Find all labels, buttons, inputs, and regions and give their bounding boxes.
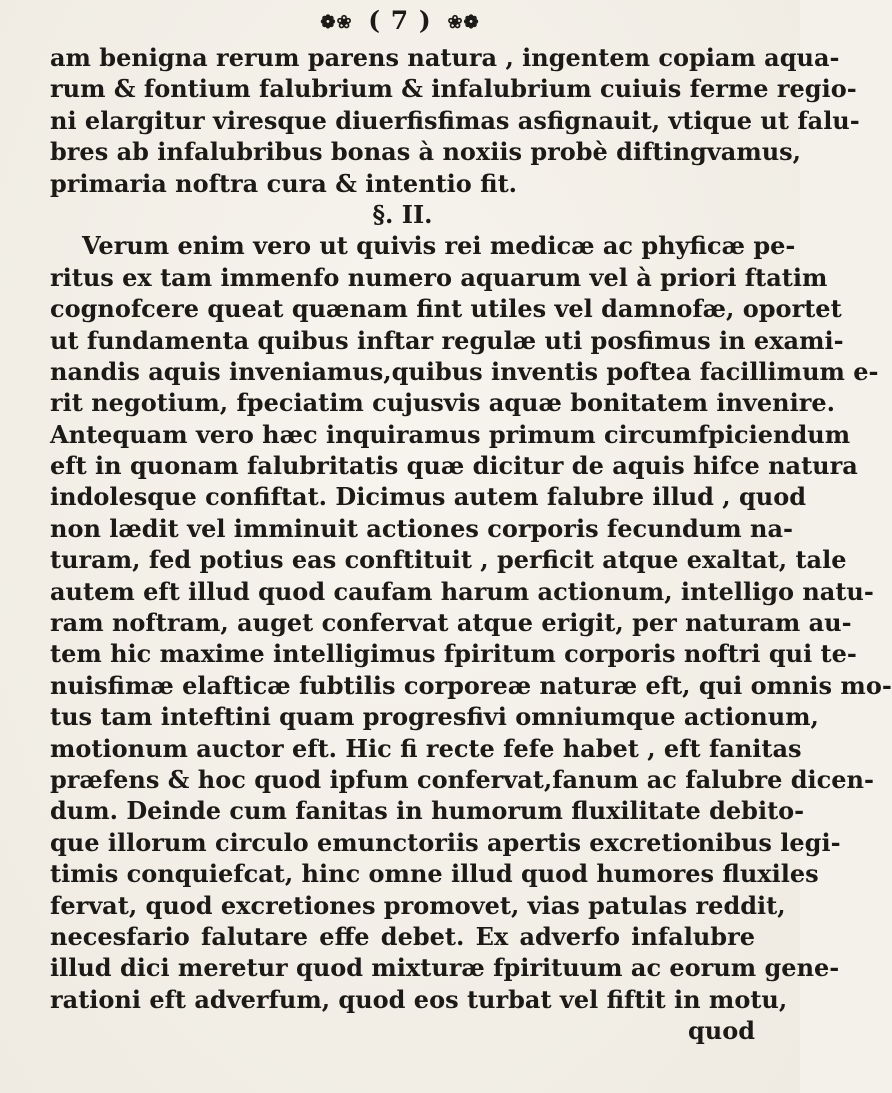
text-line: Verum enim vero ut quivis rei medicæ ac phyficæ pe- — [82, 231, 796, 261]
text-line: ritus ex tam immenfo numero aquarum vel à priori ftatim — [50, 262, 828, 292]
text-line: ram noftram, auget confervat atque erigit, per naturam au- — [50, 608, 852, 638]
text-line: necesfario falutare effe debet. Ex adverfo infalubre — [50, 921, 755, 951]
text-line: timis conquiefcat, hinc omne illud quod humores fluxiles — [50, 859, 819, 889]
text-line: rum & fontium falubrium & infalubrium cuiuis ferme regio- — [50, 74, 857, 104]
text-line: fervat, quod excretiones promovet, vias patulas reddit, — [50, 890, 786, 920]
text-line: rationi eft adverfum, quod eos turbat vel fiftit in motu, — [50, 984, 788, 1014]
text-line: illud dici meretur quod mixturæ fpirituum ac eorum gene- — [50, 953, 840, 983]
page-header — [0, 6, 800, 35]
text-line: nuisfimæ elafticæ fubtilis corporeæ naturæ eft, qui omnis mo- — [50, 670, 892, 700]
text-line: nandis aquis inveniamus,quibus inventis poftea facillimum e- — [50, 356, 879, 386]
text-line: Antequam vero hæc inquiramus primum circumfpiciendum — [50, 419, 851, 449]
text-line: primaria noftra cura & intentio fit. — [50, 168, 518, 198]
catchword: quod — [687, 1016, 755, 1046]
text-line: indolesque confiftat. Dicimus autem falubre illud , quod — [50, 482, 807, 512]
text-line: ut fundamenta quibus inftar regulæ uti posfimus in exami- — [50, 325, 844, 355]
text-line: non lædit vel imminuit actiones corporis fecundum na- — [50, 513, 793, 543]
text-line: eft in quonam falubritatis quæ dicitur de aquis hifce natura — [50, 451, 858, 481]
section-heading: §. II. — [372, 199, 433, 229]
text-line: præfens & hoc quod ipfum confervat,fanum ac falubre dicen- — [50, 764, 874, 794]
text-line: cognofcere queat quænam fint utiles vel damnofæ, oportet — [50, 294, 842, 324]
text-line: tus tam inteftini quam progresfivi omniumque actionum, — [50, 702, 819, 732]
ornament-left-icon: ❁❀ — [320, 12, 353, 33]
text-line: am benigna rerum parens natura , ingentem copiam aqua- — [50, 43, 840, 72]
text-line: dum. Deinde cum fanitas in humorum fluxilitate debito- — [50, 796, 805, 826]
text-line: bres ab infalubribus bonas à noxiis probè diftingvamus, — [50, 137, 802, 167]
page-number: ( 7 ) — [368, 6, 432, 35]
body-text — [50, 42, 892, 1047]
text-line: turam, fed potius eas conftituit , perficit atque exaltat, tale — [50, 545, 847, 575]
text-line: tem hic maxime intelligimus fpiritum corporis noftri qui te- — [50, 639, 857, 669]
text-line: que illorum circulo emunctoriis apertis excretionibus legi- — [50, 827, 841, 857]
text-line: motionum auctor eft. Hic fi recte fefe habet , eft fanitas — [50, 733, 802, 763]
ornament-right-icon: ❀❁ — [447, 12, 480, 33]
text-line: ni elargitur viresque diuerfisfimas asfignauit, vtique ut falu- — [50, 105, 860, 135]
text-line: rit negotium, fpeciatim cujusvis aquæ bonitatem invenire. — [50, 388, 835, 418]
text-line: autem eft illud quod caufam harum actionum, intelligo natu- — [50, 576, 874, 606]
